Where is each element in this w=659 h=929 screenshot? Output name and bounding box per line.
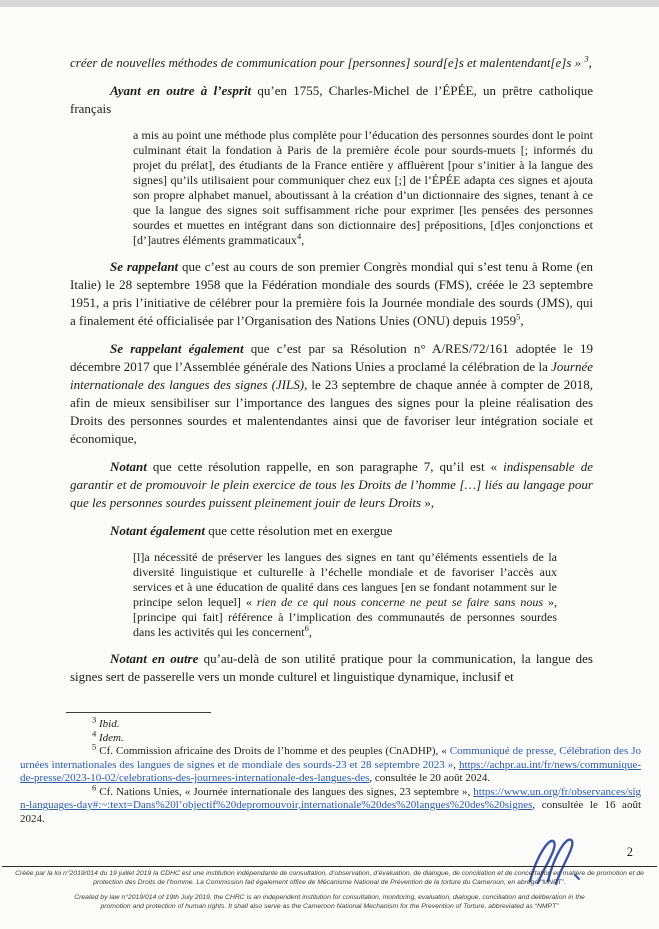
footnote-4	[20, 727, 641, 746]
footnote-text: Cf. Nations Unies, « Journée internationale des langues des signes, 23 septembre »,	[96, 785, 474, 798]
text-run: créer de nouvelles méthodes de communication pour [personnes] sourd[e]s et malentendant[e]s »	[70, 55, 585, 70]
page-footer	[0, 866, 659, 911]
text-run: a mis au point une méthode plus complète pour l’éducation des personnes sourdes dont le point culminant était la fondation à Paris de la première école pour sourds-muets [; informés du projet du prélat], des étudiants de la France entière y affluèrent [pour s’initier à la langue des signes] qu’ils utilisaient pour communiquer chez eux [;] de l’ÉPÉE adapta ces signes et ajouta son propre alphabet manuel, aboutissant à la création d’un dictionnaire des signes, tenant à ce que la langue des signes soit suffisamment riche pour exprimer [les pensées des personnes sourdes et muettes en intégrant dans son dictionnaire des] prépositions, [d]es conjonctions et [d’]autres éléments grammaticaux	[133, 128, 593, 247]
footnote-6	[20, 781, 641, 827]
footnote-text: Idem.	[96, 731, 124, 744]
footnote-text: Cf. Commission africaine des Droits de l’homme et des peuples (CnADHP), «	[96, 745, 450, 757]
page-number: 2	[626, 845, 633, 859]
footnote-text: , consultée le 16 août 2024.	[20, 799, 641, 825]
text-run: », [principe qui fait] référence à l’implication des communautés de personnes sourdes dans les activités qui les concernent	[133, 595, 558, 639]
text-run: ,	[588, 55, 592, 70]
quoted-citation: indispensable de garantir et de promouvoir le plein exercice de tous les Droits de l’homme […] liés au langage pour que les personnes sourdes puissent pleinement jouir de leurs Droits	[70, 459, 593, 510]
text-run: qu’en 1755, Charles-Michel de l’ÉPÉE, un prêtre catholique français	[70, 83, 593, 116]
footnote-marker: 4	[92, 727, 97, 738]
blockquote-resolution	[133, 550, 557, 640]
text-run: [l]a nécessité de préserver les langues des signes en tant qu’éléments essentiels de la diversité linguistique et culturelle à l’échelle mondiale et de favoriser l’accès aux services et à une éducation de qualité dans ces langues [en se fondant notamment sur le principe selon lequel] «	[133, 550, 557, 609]
text-run: que c’est par sa Résolution n° A/RES/72/161 adoptée le 19 décembre 2017 que l’Assemblée générale des Nations Unies a proclamé la célébration de la	[70, 341, 593, 374]
footer-text-english: Created by law n°2019/014 of 19th July 2019, the CHRC is an independent institution for consultation, monitoring, evaluation, dialogue, conciliation and deliberation in the promotion and protection of human rights. It shall also serve as the Cameroon National Mechanism for the Prevention of Torture, abbreviated as “NMPT”	[74, 894, 585, 910]
paragraph-lead: Se rappelant également	[110, 341, 244, 356]
footnote-ref-4: 4	[296, 231, 302, 241]
text-run: ,	[520, 313, 524, 328]
footnote-marker: 6	[92, 781, 97, 792]
achpr-url-link[interactable]: https://achpr.au.int/fr/news/communique-de-presse/2023-10-02/celebrations-des-journees-internationale-des-langues-des	[20, 758, 642, 784]
footnote-ref-3: 3	[584, 53, 589, 64]
text-run: , le 23 septembre de chaque année à compter de 2018, afin de mieux sensibiliser sur l’importance des langues des signes pour la pleine réalisation des Droits des personnes sourdes et malentendantes ainsi que de favoriser leur intégration sociale et économique,	[70, 377, 594, 446]
footnotes-section	[20, 712, 641, 826]
emphasis-jils: Journée internationale des langues des signes (JILS)	[70, 359, 593, 392]
footnote-3	[20, 714, 641, 732]
paragraph-continuation	[70, 54, 593, 72]
footnote-text: ,	[453, 758, 459, 771]
text-run: ,	[301, 233, 305, 247]
footer-text-french: Créée par la loi n°2019/014 du 19 juillet 2019 la CDHC est une institution indépendante de consultation, d’observation, d’évaluation, de dialogue, de conciliation et de concertation en matière de promotion et de protection des Droits de l’homme. La Commission fait également office de Mécanisme National de Prévention de la torture du Cameroun, en abrégé “MNPT”.	[15, 870, 644, 886]
un-url-link[interactable]: https://www.un.org/fr/observances/sign-languages-day#:~:text=Dans%20l’objectif%20depromouvoir,internationale%20des%20langues%20des%20signes	[20, 785, 641, 811]
paragraph-lead: Se rappelant	[110, 259, 179, 274]
paragraph-lead: Notant également	[110, 523, 205, 538]
footnote-marker: 5	[92, 741, 97, 752]
footnote-ref-6: 6	[304, 623, 309, 633]
quoted-motto: rien de ce qui nous concerne ne peut se faire sans nous	[256, 595, 544, 609]
blockquote-epee	[133, 128, 593, 248]
text-run: que cette résolution rappelle, en son paragraphe 7, qu’il est «	[146, 459, 504, 474]
text-run: que c’est au cours de son premier Congrès mondial qui s’est tenu à Rome (en Italie) le 28 septembre 1958 que la Fédération mondiale des sourds (FMS), créée le 23 septembre 1951, a pris l’initiative de célébrer pour la première fois la Journée mondiale des sourds (JMS), qui a finalement été officialisée par l’Organisation des Nations Unies (ONU) depuis 1959	[70, 259, 593, 328]
paragraph-se-rappelant-egalement	[70, 340, 593, 448]
footnote-5	[20, 741, 642, 786]
footnote-marker: 3	[92, 714, 97, 725]
document-body	[70, 54, 593, 696]
text-run: »,	[421, 495, 435, 510]
paragraph-lead: Notant en outre	[110, 651, 199, 666]
paragraph-notant	[70, 458, 593, 512]
footnote-text: , consultée le 20 août 2024.	[369, 772, 491, 784]
paragraph-notant-egalement	[70, 522, 593, 540]
press-release-title-link[interactable]: Communiqué de presse, Célébration des Journées internationales des langues de signes et de mondiale des sourds-23 et 28 septembre 2023 »	[20, 745, 641, 771]
paragraph-se-rappelant	[70, 258, 593, 330]
footer-rule	[2, 866, 657, 867]
paragraph-lead: Ayant en outre à l’esprit	[110, 83, 252, 98]
paragraph-notant-en-outre	[70, 650, 593, 686]
footnote-ref-5: 5	[516, 311, 521, 322]
paragraph-ayant-en-outre	[70, 82, 593, 118]
paragraph-lead: Notant	[110, 459, 147, 474]
footnote-text: Ibid.	[96, 718, 120, 730]
text-run: que cette résolution met en exergue	[204, 523, 393, 538]
text-run: ,	[308, 625, 312, 639]
footnote-separator-rule	[66, 712, 211, 713]
text-run: qu’au-delà de son utilité pratique pour la communication, la langue des signes sert de passerelle vers un monde culturel et linguistique dynamique, inclusif et	[70, 651, 593, 684]
scan-edge	[0, 0, 659, 7]
